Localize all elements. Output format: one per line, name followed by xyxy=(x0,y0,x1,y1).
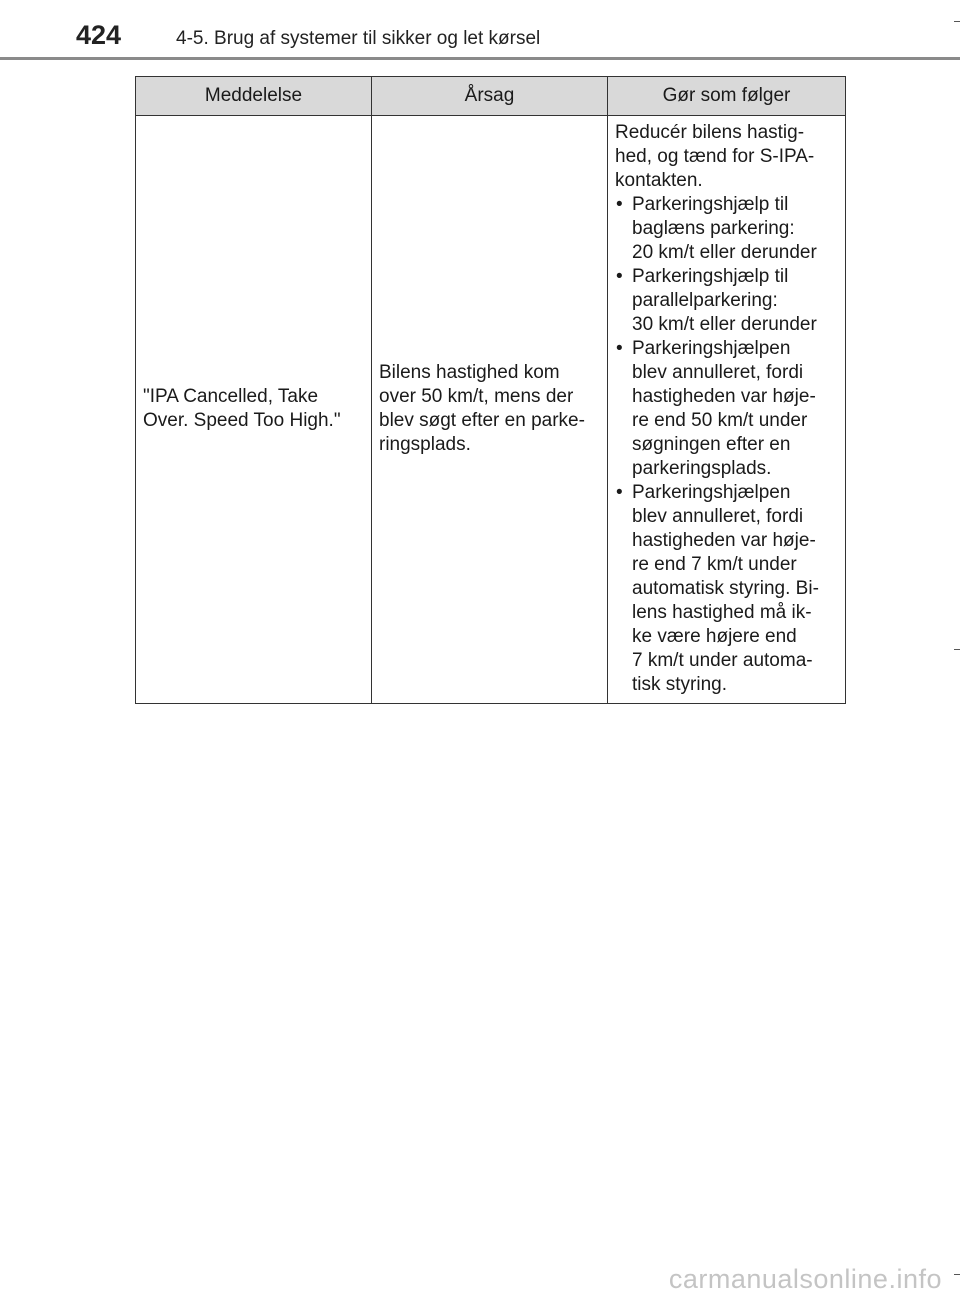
action-intro xyxy=(615,121,837,193)
list-item-line: blev annulleret, fordi xyxy=(632,362,804,383)
action-cell xyxy=(608,116,846,704)
watermark: carmanualsonline.info xyxy=(668,1264,942,1294)
list-item-line: søgningen efter en xyxy=(632,434,791,455)
bullet: • xyxy=(616,194,623,215)
list-item-line: lens hastighed må ik- xyxy=(632,602,812,623)
crop-mark-bottom xyxy=(954,1274,960,1275)
table-row xyxy=(136,116,846,704)
bullet: • xyxy=(616,338,623,359)
list-item-line: hastigheden var høje- xyxy=(632,386,816,407)
list-item-line: parkeringsplads. xyxy=(632,458,772,479)
action-intro-line: kontakten. xyxy=(615,170,703,191)
action-list xyxy=(615,193,837,697)
list-item xyxy=(615,265,837,337)
cause-line: over 50 km/t, mens der xyxy=(379,386,574,407)
message-table xyxy=(135,76,846,704)
cause-line: ringsplads. xyxy=(379,434,471,455)
list-item-line: re end 50 km/t under xyxy=(632,410,808,431)
list-item-line: re end 7 km/t under xyxy=(632,554,797,575)
message-cell xyxy=(136,116,372,704)
crop-mark-middle xyxy=(954,649,960,650)
list-item-line: Parkeringshjælpen xyxy=(632,338,791,359)
list-item-line: 30 km/t eller derunder xyxy=(632,314,817,335)
page-number: 424 xyxy=(76,20,122,50)
list-item-line: hastigheden var høje- xyxy=(632,530,816,551)
list-item-line: ke være højere end xyxy=(632,626,797,647)
table-header-row xyxy=(136,77,846,116)
list-item xyxy=(615,193,837,265)
message-line: Over. Speed Too High." xyxy=(143,410,341,431)
column-header-cause: Årsag xyxy=(372,77,608,116)
cause-line: blev søgt efter en parke- xyxy=(379,410,585,431)
list-item xyxy=(615,337,837,481)
list-item-line: Parkeringshjælpen xyxy=(632,482,791,503)
bullet: • xyxy=(616,482,623,503)
list-item-line: 20 km/t eller derunder xyxy=(632,242,817,263)
column-header-action: Gør som følger xyxy=(608,77,846,116)
action-intro-line: Reducér bilens hastig- xyxy=(615,122,805,143)
cause-line: Bilens hastighed kom xyxy=(379,362,560,383)
action-intro-line: hed, og tænd for S-IPA- xyxy=(615,146,815,167)
list-item-line: baglæns parkering: xyxy=(632,218,795,239)
cause-cell xyxy=(372,116,608,704)
list-item-line: automatisk styring. Bi- xyxy=(632,578,819,599)
list-item-line: Parkeringshjælp til xyxy=(632,266,789,287)
list-item-line: parallelparkering: xyxy=(632,290,778,311)
list-item-line: Parkeringshjælp til xyxy=(632,194,789,215)
list-item-line: blev annulleret, fordi xyxy=(632,506,804,527)
list-item-line: tisk styring. xyxy=(632,674,728,695)
crop-mark-top xyxy=(954,21,960,22)
column-header-message: Meddelelse xyxy=(136,77,372,116)
message-line: "IPA Cancelled, Take xyxy=(143,386,319,407)
list-item xyxy=(615,481,837,697)
bullet: • xyxy=(616,266,623,287)
list-item-line: 7 km/t under automa- xyxy=(632,650,813,671)
header-divider xyxy=(0,57,960,60)
page-header xyxy=(0,0,960,60)
section-title: 4-5. Brug af systemer til sikker og let kørsel xyxy=(176,28,541,49)
